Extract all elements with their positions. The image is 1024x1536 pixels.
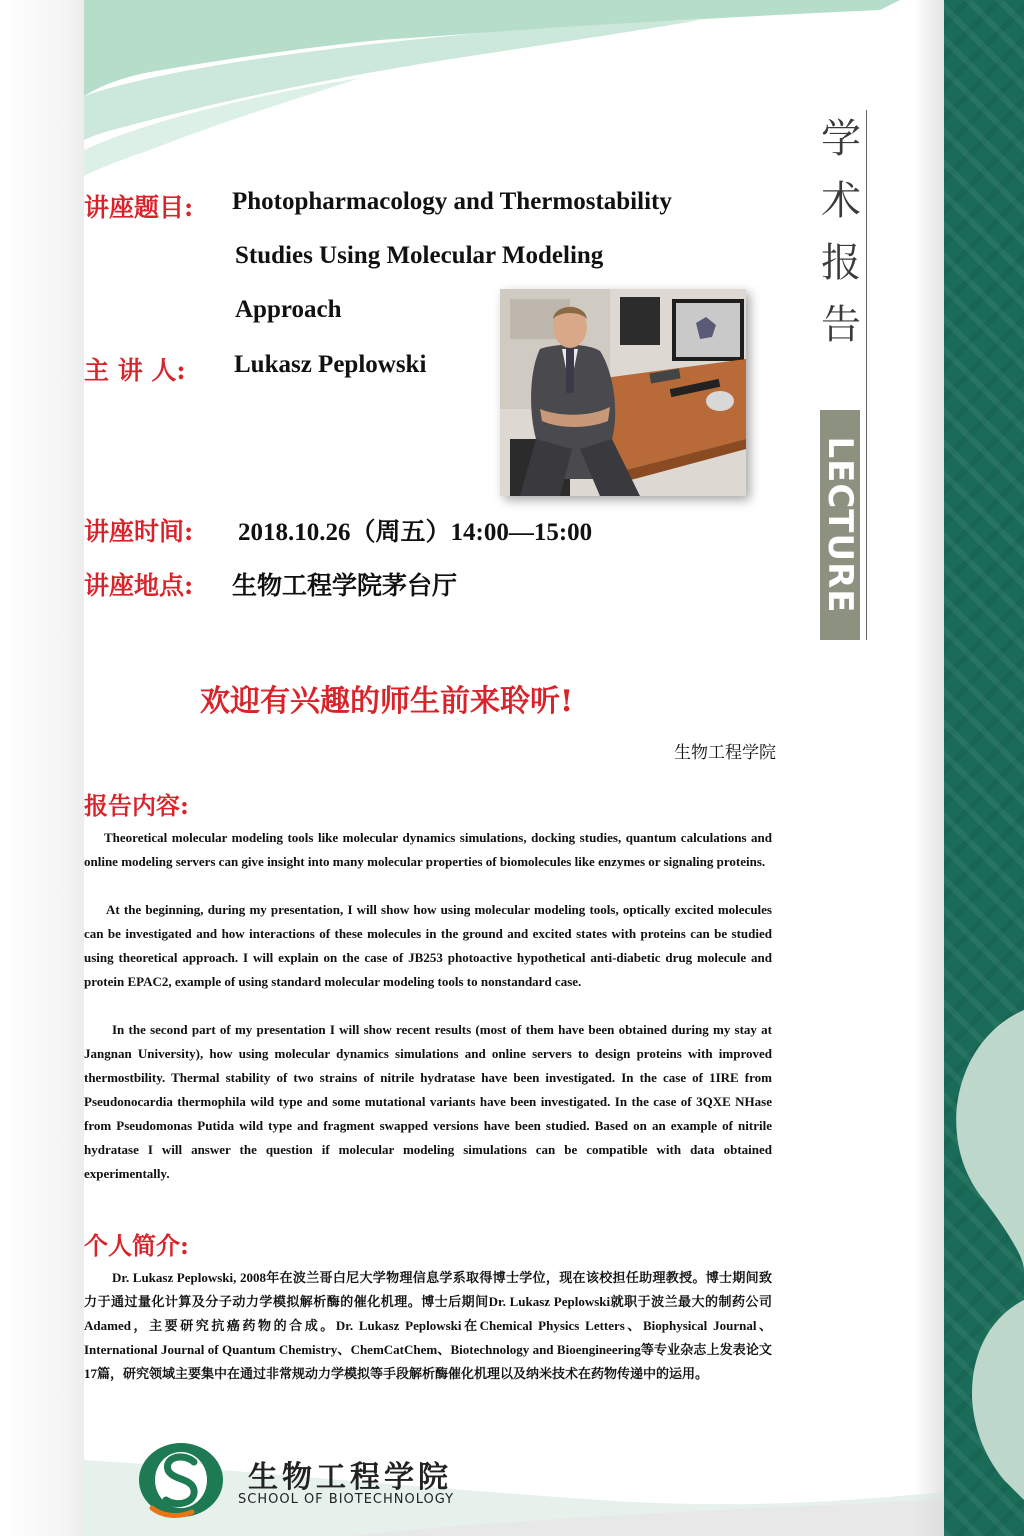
lecture-time: 2018.10.26（周五）14:00—15:00 [238,519,593,546]
band-shadow [914,0,944,1536]
school-name-cn: 生物工程学院 [248,1460,452,1495]
topic-line-2: Studies Using Molecular Modeling [235,242,604,269]
topic-line-1: Photopharmacology and Thermostability [232,188,672,215]
place-label: 讲座地点: [84,571,194,600]
vertical-title-char: 术 [821,178,861,224]
time-label: 讲座时间: [84,517,194,546]
lecture-place: 生物工程学院茅台厅 [232,573,458,600]
report-paragraph-1: Theoretical molecular modeling tools like molecular dynamics simulations, docking studies, quantum calculations and online modeling servers can give insight into many molecular properties of biomolecules like enzymes or signaling proteins. [84,830,772,869]
band-swirl [944,0,1024,1536]
vertical-rule [866,110,867,640]
speaker-photo-illustration [500,289,746,496]
speaker-name: Lukasz Peplowski [234,351,427,378]
topic-label: 讲座题目: [84,193,194,222]
right-pattern-band [944,0,1024,1536]
vertical-title-char: 报 [821,240,861,286]
school-name-en: SCHOOL OF BIOTECHNOLOGY [238,1492,455,1507]
speaker-photo [500,289,746,496]
vertical-title-char: 学 [821,116,861,162]
welcome-message: 欢迎有兴趣的师生前来聆听! [200,684,574,719]
organizer: 生物工程学院 [674,743,776,763]
report-title: 报告内容: [84,791,189,820]
bio-title: 个人简介: [84,1231,189,1260]
vertical-title [818,108,864,356]
report-paragraph-3: In the second part of my presentation I will show recent results (most of them have been obtained during my stay at Jangnan University), how using molecular dynamics simulations and online servers to design proteins with improved thermostbility. Thermal stability of two strains of nitrile hydratase have been investigated. In the case of 1IRE from Pseudonocardia thermophila wild type and some mutational variants have been investigated. In the case of 3QXE NHase from Pseudomonas Putida wild type and fragment swapped versions have been studied. Based on an example of nitrile hydratase I will answer the question if molecular modeling simulations can be compatible with data obtained experimentally. [84,1022,772,1181]
report-paragraph-2: At the beginning, during my presentation, I will show how using molecular modeling tools, optically excited molecules can be investigated and how interactions of these molecules in the ground and excited states with proteins can be studied using theoretical approach. I will explain on the case of JB253 photoactive hypothetical anti-diabetic drug molecule and protein EPAC2, example of using standard molecular modeling tools to nonstandard case. [84,902,772,989]
bio-paragraph: Dr. Lukasz Peplowski, 2008年在波兰哥白尼大学物理信息学系取得博士学位，现在该校担任助理教授。博士期间致力于通过量化计算及分子动力学模拟解析酶的催化机理。博士后期间Dr. Lukasz Peplowski就职于波兰最大的制药公司Adamed，主要研究抗癌药物的合成。Dr. Lukasz Peplowski在Chemical Physics Letters、Biophysical Journal、International Journal of Quantum Chemistry、ChemCatChem、Biotechnology and Bioengineering等专业杂志上发表论文17篇，研究领域主要集中在通过非常规动力学模拟等手段解析酶催化机理以及纳米技术在药物传递中的运用。 [84,1270,772,1381]
topic-line-3: Approach [235,296,342,323]
school-logo-icon [138,1442,224,1518]
lecture-tag [820,410,860,640]
speaker-label: 主 讲 人: [84,356,186,385]
lecture-label: LECTURE [820,436,860,614]
vertical-title-char: 告 [821,302,861,348]
